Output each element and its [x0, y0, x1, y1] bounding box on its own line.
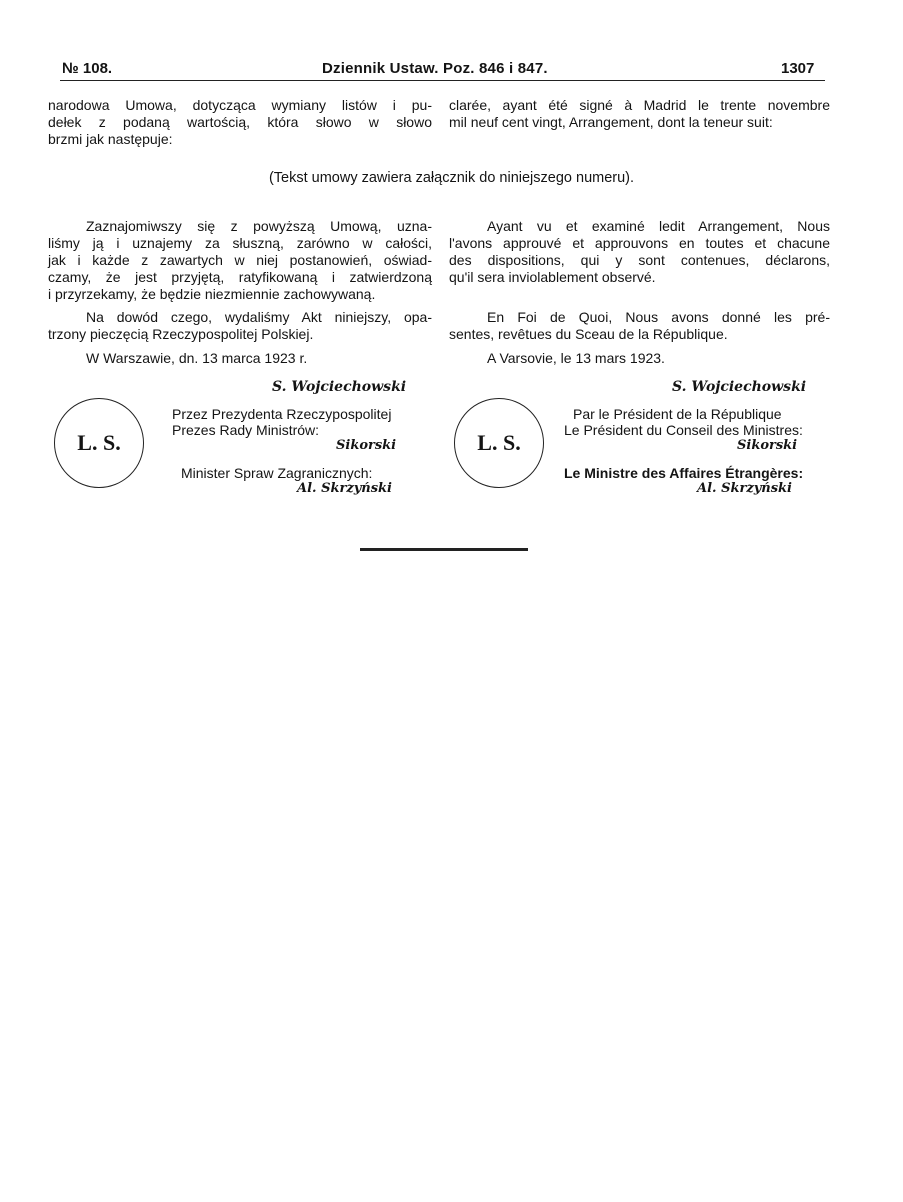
text-line: des dispositions, qui y sont contenues, déclarons,	[449, 252, 830, 268]
french-countersign-2: Le Président du Conseil des Ministres:	[564, 422, 803, 438]
polish-intro	[48, 97, 432, 148]
polish-countersign-1: Przez Prezydenta Rzeczypospolitej	[172, 406, 392, 422]
french-minister-name: Al. Skrzyński	[697, 481, 792, 496]
text-line: qu'il sera inviolablement observé.	[449, 269, 656, 285]
french-minister-title: Le Ministre des Affaires Étrangères:	[564, 465, 804, 481]
polish-seal	[54, 398, 144, 488]
text-line: i przyrzekamy, że będzie niezmiennie zachowywaną.	[48, 286, 376, 302]
french-countersign-1: Par le Président de la République	[573, 406, 782, 422]
page-number: 1307	[781, 60, 815, 77]
page-title: Dziennik Ustaw. Poz. 846 i 847.	[322, 60, 548, 77]
text-line: En Foi de Quoi, Nous avons donné les pré-	[487, 309, 830, 325]
end-rule	[360, 548, 528, 551]
text-line: Ayant vu et examiné ledit Arrangement, Nous	[487, 218, 830, 234]
text-line: narodowa Umowa, dotycząca wymiany listów i pu-	[48, 97, 432, 113]
polish-countersign-2: Prezes Rady Ministrów:	[172, 422, 320, 438]
issue-number: № 108.	[62, 60, 113, 77]
header-rule	[60, 80, 825, 81]
annex-note: (Tekst umowy zawiera załącznik do niniejszego numeru).	[268, 170, 635, 186]
text-line: sentes, revêtues du Sceau de la République.	[449, 326, 728, 342]
french-seal	[454, 398, 544, 488]
text-line: l'avons approuvé et approuvons en toutes et chacune	[449, 235, 830, 251]
french-date: A Varsovie, le 13 mars 1923.	[487, 350, 665, 366]
french-president-signature: S. Wojciechowski	[672, 379, 807, 395]
text-line: dełek z podaną wartością, która słowo w słowo	[48, 114, 432, 130]
polish-president-signature: S. Wojciechowski	[272, 379, 407, 395]
text-line: mil neuf cent vingt, Arrangement, dont la teneur suit:	[449, 114, 773, 130]
text-line: brzmi jak następuje:	[48, 131, 173, 147]
text-line: clarée, ayant été signé à Madrid le trente novembre	[449, 97, 830, 113]
polish-ratification	[48, 218, 432, 343]
text-line: Na dowód czego, wydaliśmy Akt niniejszy, opa-	[86, 309, 432, 325]
french-countersign-name: Sikorski	[737, 438, 798, 453]
text-line: trzony pieczęcią Rzeczypospolitej Polskiej.	[48, 326, 314, 342]
seal-text: L. S.	[77, 430, 121, 455]
text-line: jak i każde z zawartych w niej postanowień, oświad-	[48, 252, 432, 268]
text-line: liśmy ją i uznajemy za słuszną, zarówno w całości,	[48, 235, 432, 251]
french-intro	[449, 97, 830, 131]
text-line: Zaznajomiwszy się z powyższą Umową, uzna-	[86, 218, 432, 234]
text-line: czamy, że jest przyjętą, ratyfikowaną i zatwierdzoną	[48, 269, 432, 285]
polish-countersign-name: Sikorski	[336, 438, 397, 453]
seal-text: L. S.	[477, 430, 521, 455]
polish-minister-name: Al. Skrzyński	[297, 481, 392, 496]
french-ratification	[449, 218, 830, 343]
polish-minister-title: Minister Spraw Zagranicznych:	[181, 465, 373, 481]
polish-date: W Warszawie, dn. 13 marca 1923 r.	[86, 350, 308, 366]
